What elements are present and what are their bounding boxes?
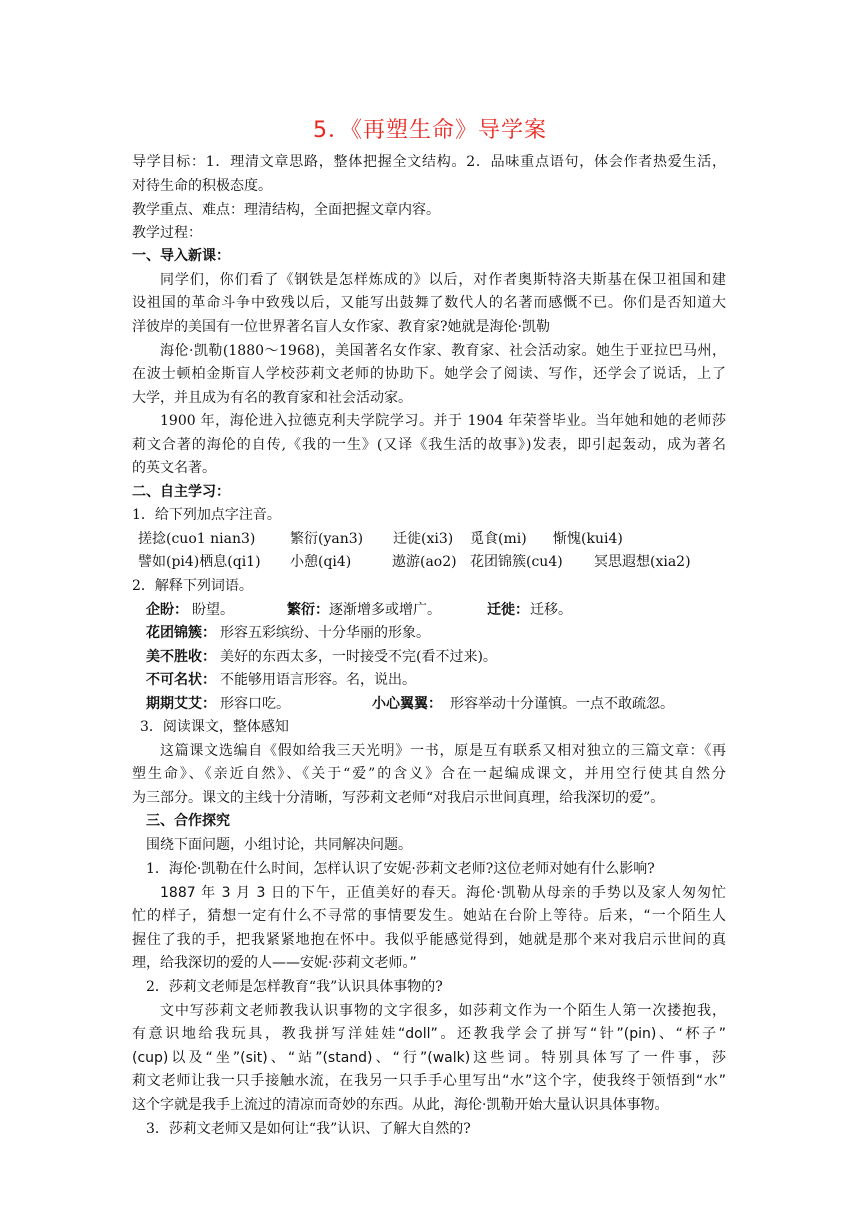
paragraph-line: 1900 年，海伦进入拉德克利夫学院学习。并于 1904 年荣誉毕业。当年她和她的老师莎 — [160, 413, 726, 429]
paragraph-line: 洋彼岸的美国有一位世界著名盲人女作家、教育家?她就是海伦·凯勒 — [132, 319, 550, 335]
goal-line-1: 导学目标：1．理清文章思路，整体把握全文结构。2．品味重点语句，体会作者热爱生活， — [132, 154, 726, 170]
section-heading-1: 一、导入新课： — [132, 248, 230, 264]
answer-line: 忙的样子，猜想一定有什么不寻常的事情要发生。她站在台阶上等待。后来，“一个陌生人 — [132, 908, 726, 924]
question-1: 1．给下列加点字注音。 — [132, 507, 281, 523]
vocab-word: 迁徙： — [487, 602, 529, 618]
question-3: 3．阅读课文，整体感知 — [140, 719, 289, 735]
answer-line: 握住了我的手，把我紧紧地抱在怀中。我似乎能感觉得到，她就是那个来对我启示世间的真 — [132, 932, 726, 948]
question-2: 2．解释下列词语。 — [132, 578, 253, 594]
paragraph-line: 同学们，你们看了《钢铁是怎样炼成的》以后，对作者奥斯特洛夫斯基在保卫祖国和建 — [160, 272, 726, 288]
page-title: 5．《再塑生命》导学案 — [313, 118, 547, 143]
pinyin-item: 小憩(qi4) — [290, 554, 352, 570]
discussion-question-2: 2．莎莉文老师是怎样教育“我”认识具体事物的? — [146, 979, 443, 995]
pinyin-item: 冥思遐想(xia2) — [594, 554, 691, 570]
discussion-question-3: 3．莎莉文老师又是如何让“我”认识、了解大自然的? — [146, 1121, 471, 1137]
pinyin-item: 迁徙(xi3) — [393, 531, 454, 547]
pinyin-item: 惭愧(kui4) — [553, 531, 623, 547]
pinyin-item: 譬如(pi4)栖息(qi1) — [138, 554, 261, 570]
vocab-definition: 美好的东西太多，一时接受不完(看不过来)。 — [220, 649, 497, 665]
answer-line: 莉文老师让我一只手接触水流，在我另一只手手心里写出“水”这个字，使我终于领悟到“水” — [132, 1073, 726, 1089]
vocab-definition: 不能够用语言形容。名，说出。 — [220, 672, 416, 688]
vocab-word: 期期艾艾： — [146, 696, 216, 712]
answer-line: 理，给我深切的爱的人——安妮·莎莉文老师。” — [132, 955, 417, 971]
paragraph-line: 为三部分。课文的主线十分清晰，写莎莉文老师“对我启示世间真理，给我深切的爱”。 — [132, 790, 665, 806]
answer-line: 1887 年 3 月 3 日的下午，正值美好的春天。海伦·凯勒从母亲的手势以及家人匆匆忙 — [160, 885, 726, 901]
pinyin-item: 觅食(mi) — [470, 531, 527, 547]
paragraph-line: 的英文名著。 — [132, 460, 216, 476]
vocab-word: 美不胜收： — [146, 649, 216, 665]
vocab-word: 繁衍： — [287, 602, 329, 618]
paragraph-line: 大学，并且成为有名的教育家和社会活动家。 — [132, 390, 412, 406]
goal-line-2: 对待生命的积极态度。 — [132, 178, 272, 194]
answer-line: 文中写莎莉文老师教我认识事物的文字很多，如莎莉文作为一个陌生人第一次搂抱我， — [160, 1003, 726, 1019]
paragraph-line: 在波士顿柏金斯盲人学校莎莉文老师的协助下。她学会了阅读、写作，还学会了说话，上了 — [132, 366, 726, 382]
vocab-definition: 形容举动十分谨慎。一点不敢疏忽。 — [450, 696, 674, 712]
vocab-word: 小心翼翼： — [372, 696, 442, 712]
vocab-word: 花团锦簇： — [146, 625, 216, 641]
answer-line: (cup)以及“坐”(sit)、“站”(stand)、“行”(walk)这些词。特别具体写了一件事，莎 — [132, 1050, 726, 1066]
paragraph-line: 这篇课文选编自《假如给我三天光明》一书，原是互有联系又相对独立的三篇文章：《再 — [160, 743, 726, 759]
vocab-definition: 形容口吃。 — [220, 696, 290, 712]
pinyin-item: 繁衍(yan3) — [290, 531, 364, 547]
vocab-definition: 形容五彩缤纷、十分华丽的形象。 — [220, 625, 430, 641]
vocab-word: 企盼： — [146, 602, 188, 618]
vocab-definition: 迁移。 — [530, 602, 572, 618]
vocab-definition: 盼望。 — [192, 602, 234, 618]
vocab-word: 不可名状： — [146, 672, 216, 688]
paragraph-line: 海伦·凯勒(1880～1968)，美国著名女作家、教育家、社会活动家。她生于亚拉巴马州， — [160, 343, 726, 359]
paragraph-line: 塑生命》、《亲近自然》、《关于“爱”的含义》合在一起编成课文，并用空行使其自然分 — [132, 766, 726, 782]
section-heading-2: 二、自主学习： — [132, 484, 230, 500]
key-points: 教学重点、难点：理清结构，全面把握文章内容。 — [132, 202, 440, 218]
pinyin-item: 花团锦簇(cu4) — [470, 554, 563, 570]
process-label: 教学过程： — [132, 225, 202, 241]
discussion-question-1: 1．海伦·凯勒在什么时间，怎样认识了安妮·莎莉文老师?这位老师对她有什么影响? — [146, 861, 655, 877]
pinyin-item: 遨游(ao2) — [392, 554, 457, 570]
paragraph-line: 设祖国的革命斗争中致残以后，又能写出鼓舞了数代人的名著而感慨不已。你们是否知道大 — [132, 295, 726, 311]
answer-line: 有意识地给我玩具，教我拼写洋娃娃“doll”。还教我学会了拼写“针”(pin)、“杯子” — [132, 1026, 726, 1042]
paragraph-line: 莉文合著的海伦的自传,《我的一生》(又译《我生活的故事》)发表，即引起轰动，成为著名 — [132, 437, 726, 453]
section-heading-3: 三、合作探究 — [146, 813, 230, 829]
pinyin-item: 搓捻(cuo1 nian3) — [138, 531, 256, 547]
section-intro: 围绕下面问题，小组讨论，共同解决问题。 — [146, 837, 412, 853]
vocab-definition: 逐渐增多或增广。 — [329, 602, 441, 618]
answer-line: 这个字就是我手上流过的清凉而奇妙的东西。从此，海伦·凯勒开始大量认识具体事物。 — [132, 1097, 669, 1113]
